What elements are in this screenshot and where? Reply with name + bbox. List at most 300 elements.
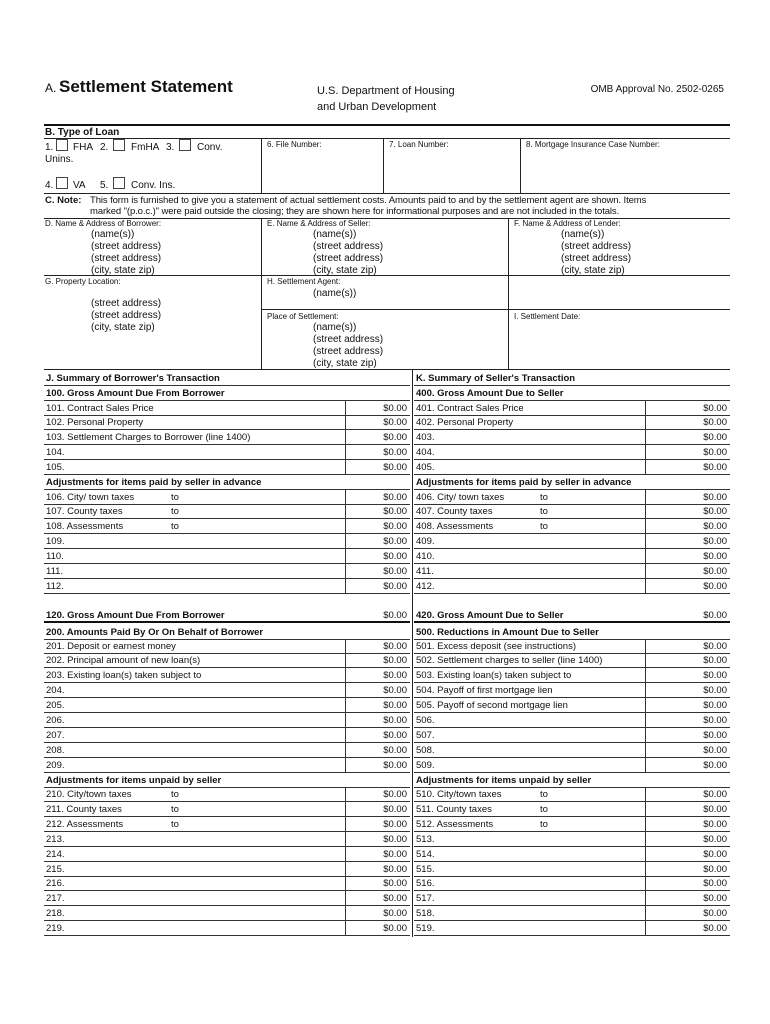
- loan-opt-1-num: 1.: [45, 142, 54, 153]
- seller-adv-row-divider: [645, 504, 646, 519]
- mic-number-field[interactable]: 8. Mortgage Insurance Case Number:: [526, 140, 660, 149]
- borrower-200-row-label: 204.: [46, 685, 65, 697]
- borrower-unpaid-row-amount[interactable]: $0.00: [383, 789, 407, 800]
- seller-500-row-label: 508.: [416, 744, 435, 756]
- borrower-unpaid-row-label: 212. Assessments: [46, 818, 124, 830]
- seller-name: (name(s)): [313, 229, 357, 240]
- borrower-200-row[interactable]: [44, 668, 410, 683]
- seller-adv-row[interactable]: [414, 519, 730, 534]
- borrower-200-row-divider: [345, 713, 346, 728]
- borrower-section-200: [44, 625, 410, 640]
- seller-unpaid-row-divider: [645, 802, 646, 817]
- seller-adj-unpaid: [414, 773, 730, 788]
- borrower-200-row[interactable]: [44, 713, 410, 728]
- borrower-200-row-divider: [345, 728, 346, 743]
- loan-opt-fmha: FmHA: [131, 142, 160, 153]
- seller-500-row-amount[interactable]: $0.00: [703, 744, 727, 756]
- seller-adv-row-label: 408. Assessments: [416, 521, 494, 533]
- seller-400-row-divider: [645, 460, 646, 475]
- borrower-unpaid-row[interactable]: [44, 802, 410, 817]
- borrower-adv-row-divider: [345, 490, 346, 505]
- seller-adv-row-amount[interactable]: $0.00: [703, 580, 727, 592]
- seller-unpaid-row-to: to: [540, 803, 548, 815]
- form-title: [45, 77, 233, 97]
- seller-adv-row[interactable]: [414, 534, 730, 549]
- borrower-unpaid-row-label: 214.: [46, 848, 65, 860]
- borrower-200-row[interactable]: [44, 639, 410, 654]
- seller-adv-row[interactable]: [414, 490, 730, 505]
- borrower-gross-total-rule: [44, 621, 410, 623]
- borrower-100-row-amount[interactable]: $0.00: [383, 417, 407, 429]
- borrower-unpaid-row-to: to: [171, 803, 179, 815]
- settlement-agent[interactable]: [313, 288, 356, 300]
- borrower-gross-total[interactable]: [44, 608, 410, 623]
- borrower-unpaid-row-label: 210. City/town taxes: [46, 789, 132, 800]
- seller-unpaid-row-amount[interactable]: $0.00: [703, 923, 727, 935]
- borrower-adj-unpaid: [44, 773, 410, 788]
- seller-unpaid-row-label: 512. Assessments: [416, 818, 494, 830]
- borrower-100-row-amount[interactable]: $0.00: [383, 432, 407, 444]
- borrower-200-row-amount[interactable]: $0.00: [383, 700, 407, 712]
- borrower-200-row[interactable]: [44, 653, 410, 668]
- seller-adv-row-rule: [414, 593, 730, 594]
- seller-unpaid-row-amount[interactable]: $0.00: [703, 803, 727, 815]
- seller-500-row-amount[interactable]: $0.00: [703, 700, 727, 712]
- seller-adv-row[interactable]: [414, 549, 730, 564]
- title-prefix: A.: [45, 81, 57, 95]
- borrower-200-row[interactable]: [44, 758, 410, 773]
- seller-city: (city, state zip): [313, 265, 377, 276]
- borrower-200-row[interactable]: [44, 698, 410, 713]
- borrower-100-row-divider: [345, 445, 346, 460]
- seller-unpaid-row-rule: [414, 935, 730, 936]
- seller-400-row[interactable]: [414, 401, 730, 416]
- borrower-adv-row[interactable]: [44, 564, 410, 579]
- seller-adv-row[interactable]: [414, 504, 730, 519]
- seller-unpaid-row[interactable]: [414, 876, 730, 891]
- borrower-unpaid-row[interactable]: [44, 817, 410, 832]
- borrower-adv-row-amount[interactable]: $0.00: [383, 551, 407, 563]
- seller-unpaid-row[interactable]: [414, 832, 730, 847]
- borrower-200-row-amount[interactable]: $0.00: [383, 640, 407, 652]
- seller-500-row-amount[interactable]: $0.00: [703, 655, 727, 667]
- seller-500-row-divider: [645, 713, 646, 728]
- borrower-200-row-label: 202. Principal amount of new loan(s): [46, 655, 201, 667]
- seller-unpaid-row[interactable]: [414, 847, 730, 862]
- seller-400-row-label: 402. Personal Property: [416, 417, 514, 429]
- seller-400-row-label: 403.: [416, 432, 435, 444]
- borrower-200-row-divider: [345, 758, 346, 773]
- seller-unpaid-row-divider: [645, 847, 646, 862]
- borrower-adv-row-amount[interactable]: $0.00: [383, 580, 407, 592]
- divider-parties-1: [261, 218, 262, 369]
- seller-unpaid-row[interactable]: [414, 802, 730, 817]
- seller-unpaid-row[interactable]: [414, 891, 730, 906]
- rule-before-note: [44, 193, 730, 194]
- borrower-adv-row-label: 108. Assessments: [46, 521, 124, 533]
- borrower-adv-row-amount[interactable]: $0.00: [383, 536, 407, 548]
- place-name: (name(s)): [313, 322, 357, 333]
- borrower-100-row[interactable]: [44, 430, 410, 445]
- file-number-field[interactable]: 6. File Number:: [267, 140, 322, 149]
- borrower-200-row-amount[interactable]: $0.00: [383, 655, 407, 667]
- seller-400-row[interactable]: [414, 415, 730, 430]
- seller-unpaid-row[interactable]: [414, 862, 730, 877]
- note-line-2: marked "(p.o.c.)" were paid outside the closing; they are shown here for informational purposes and are not included in the totals.: [90, 206, 620, 217]
- divider-file: [261, 138, 262, 193]
- seller-unpaid-row[interactable]: [414, 921, 730, 936]
- borrower-adv-row-divider: [345, 534, 346, 549]
- borrower-adv-row[interactable]: [44, 549, 410, 564]
- seller-500-row-label: 505. Payoff of second mortgage lien: [416, 700, 568, 712]
- borrower-100-row-label: 105.: [46, 462, 65, 474]
- borrower-200-row-amount[interactable]: $0.00: [383, 670, 407, 682]
- borrower-200-row-label: 207.: [46, 729, 65, 741]
- seller-400-row-amount[interactable]: $0.00: [703, 432, 727, 444]
- borrower-unpaid-row-amount[interactable]: $0.00: [383, 923, 407, 935]
- seller-400-row-amount[interactable]: $0.00: [703, 417, 727, 429]
- borrower-unpaid-row-label: 217.: [46, 893, 65, 905]
- borrower-adv-row[interactable]: [44, 534, 410, 549]
- borrower-200-row-amount[interactable]: $0.00: [383, 715, 407, 726]
- seller-400-row-amount[interactable]: $0.00: [703, 447, 727, 459]
- seller-adv-row-divider: [645, 534, 646, 549]
- checkbox-va[interactable]: [56, 177, 68, 189]
- borrower-unpaid-row-rule: [44, 935, 410, 936]
- borrower-100-row[interactable]: [44, 401, 410, 416]
- borrower-unpaid-row-divider: [345, 802, 346, 817]
- seller-unpaid-row[interactable]: [414, 906, 730, 921]
- property-street-2: (street address): [91, 310, 162, 321]
- borrower-section-200-text: 200. Amounts Paid By Or On Behalf of Borrower: [46, 626, 264, 638]
- seller-adv-row-amount[interactable]: $0.00: [703, 506, 727, 518]
- title-text: Settlement Statement: [58, 77, 233, 96]
- borrower-200-row-divider: [345, 653, 346, 668]
- seller-500-row-label: 509.: [416, 759, 435, 771]
- place-street-2: (street address): [313, 346, 384, 357]
- seller-adv-row-divider: [645, 564, 646, 579]
- borrower-adv-row-amount[interactable]: $0.00: [383, 566, 407, 577]
- borrower-unpaid-row[interactable]: [44, 921, 410, 936]
- borrower-100-row-label: 103. Settlement Charges to Borrower (line 1400): [46, 432, 251, 444]
- top-border: [44, 124, 730, 126]
- seller-400-row-divider: [645, 401, 646, 416]
- loan-opt-2-num: 2.: [100, 142, 109, 153]
- place-city: (city, state zip): [313, 358, 377, 369]
- seller-adv-row-label: 411.: [416, 566, 434, 577]
- seller-adv-row-label: 406. City/ town taxes: [416, 491, 505, 503]
- seller-unpaid-row-amount[interactable]: $0.00: [703, 789, 727, 800]
- seller-400-row-amount[interactable]: $0.00: [703, 462, 727, 474]
- borrower-adv-row[interactable]: [44, 504, 410, 519]
- borrower-adv-row-divider: [345, 549, 346, 564]
- checkbox-conv-unins[interactable]: [179, 139, 191, 151]
- seller-adv-row-label: 412.: [416, 580, 435, 592]
- borrower-unpaid-row-divider: [345, 817, 346, 832]
- lender-street-2: (street address): [561, 253, 632, 264]
- borrower-200-row-amount[interactable]: $0.00: [383, 759, 407, 771]
- seller-500-row[interactable]: [414, 758, 730, 773]
- seller-400-row-label: 405.: [416, 462, 435, 474]
- seller-500-row[interactable]: [414, 668, 730, 683]
- borrower-section-100: [44, 386, 410, 401]
- seller-500-row[interactable]: [414, 743, 730, 758]
- seller-unpaid-row-label: 515.: [416, 863, 435, 875]
- borrower-unpaid-row-amount[interactable]: $0.00: [383, 803, 407, 815]
- seller-500-row-amount[interactable]: $0.00: [703, 640, 727, 652]
- borrower-200-row[interactable]: [44, 728, 410, 743]
- checkbox-conv-ins[interactable]: [113, 177, 125, 189]
- seller-gross-total-label: 420. Gross Amount Due to Seller: [416, 609, 564, 621]
- borrower-adv-row-to: to: [171, 506, 179, 518]
- borrower-section-100-text: 100. Gross Amount Due From Borrower: [46, 388, 225, 399]
- borrower-unpaid-row-divider: [345, 921, 346, 936]
- seller-500-row[interactable]: [414, 653, 730, 668]
- seller-500-row-divider: [645, 728, 646, 743]
- seller-adv-row[interactable]: [414, 564, 730, 579]
- seller-unpaid-row-amount[interactable]: $0.00: [703, 893, 727, 905]
- seller-address[interactable]: [313, 229, 383, 277]
- seller-400-row[interactable]: [414, 445, 730, 460]
- borrower-gross-total-amount[interactable]: $0.00: [383, 609, 407, 621]
- borrower-city: (city, state zip): [91, 265, 155, 276]
- seller-gross-total-amount[interactable]: $0.00: [703, 609, 727, 621]
- borrower-unpaid-row-amount[interactable]: $0.00: [383, 878, 407, 890]
- seller-500-row-amount[interactable]: $0.00: [703, 729, 727, 741]
- borrower-name: (name(s)): [91, 229, 135, 240]
- borrower-unpaid-row[interactable]: [44, 891, 410, 906]
- property-street-1: (street address): [91, 298, 162, 309]
- seller-500-row-label: 504. Payoff of first mortgage lien: [416, 685, 553, 697]
- seller-500-row[interactable]: [414, 713, 730, 728]
- seller-500-row-label: 506.: [416, 715, 435, 726]
- seller-summary-title: [414, 371, 730, 386]
- borrower-200-row-label: 209.: [46, 759, 65, 771]
- note-line-1: This form is furnished to give you a statement of actual settlement costs. Amounts paid to and by the settlement agent are shown. Items: [90, 195, 647, 206]
- borrower-adv-row[interactable]: [44, 579, 410, 594]
- borrower-100-row-amount[interactable]: $0.00: [383, 447, 407, 459]
- borrower-adv-row-divider: [345, 579, 346, 594]
- seller-unpaid-row-amount[interactable]: $0.00: [703, 878, 727, 890]
- seller-500-row-divider: [645, 743, 646, 758]
- seller-street-1: (street address): [313, 241, 384, 252]
- seller-unpaid-row-label: 514.: [416, 848, 435, 860]
- borrower-adv-row-amount[interactable]: $0.00: [383, 491, 407, 503]
- lender-address-label: F. Name & Address of Lender:: [514, 219, 621, 228]
- borrower-street-2: (street address): [91, 253, 162, 264]
- borrower-adv-row-label: 107. County taxes: [46, 506, 123, 518]
- lender-address[interactable]: [561, 229, 631, 277]
- loan-opt-4-num: 4.: [45, 180, 54, 191]
- borrower-100-row-divider: [345, 401, 346, 416]
- borrower-200-row-label: 205.: [46, 700, 65, 712]
- borrower-adv-row-amount[interactable]: $0.00: [383, 521, 407, 533]
- borrower-unpaid-row-divider: [345, 891, 346, 906]
- borrower-adj-advance-text: Adjustments for items paid by seller in advance: [46, 477, 262, 488]
- seller-unpaid-row[interactable]: [414, 817, 730, 832]
- borrower-unpaid-row-divider: [345, 787, 346, 802]
- seller-section-500: [414, 625, 730, 640]
- seller-adv-row-amount[interactable]: $0.00: [703, 566, 727, 577]
- borrower-unpaid-row[interactable]: [44, 876, 410, 891]
- borrower-adv-row[interactable]: [44, 519, 410, 534]
- rule-numbers-top: [261, 138, 730, 139]
- seller-unpaid-row-label: 518.: [416, 908, 435, 920]
- borrower-adv-row-label: 106. City/ town taxes: [46, 491, 135, 503]
- borrower-unpaid-row-amount[interactable]: $0.00: [383, 908, 407, 920]
- borrower-100-row[interactable]: [44, 445, 410, 460]
- divider-mic: [520, 138, 521, 193]
- seller-400-row-label: 401. Contract Sales Price: [416, 402, 524, 414]
- seller-400-row-divider: [645, 415, 646, 430]
- seller-500-row-divider: [645, 639, 646, 654]
- lender-city: (city, state zip): [561, 265, 625, 276]
- borrower-200-row-divider: [345, 698, 346, 713]
- borrower-200-row-divider: [345, 668, 346, 683]
- seller-500-row-label: 501. Excess deposit (see instructions): [416, 640, 576, 652]
- loan-opt-conv-ins: Conv. Ins.: [131, 180, 176, 191]
- borrower-unpaid-row-amount[interactable]: $0.00: [383, 863, 407, 875]
- seller-unpaid-row-label: 511. County taxes: [416, 803, 492, 815]
- seller-adv-row-to: to: [540, 521, 548, 533]
- checkbox-fmha[interactable]: [113, 139, 125, 151]
- borrower-unpaid-row[interactable]: [44, 906, 410, 921]
- loan-opt-unins: Unins.: [45, 154, 74, 165]
- seller-adj-unpaid-text: Adjustments for items unpaid by seller: [416, 774, 592, 786]
- place-address[interactable]: [313, 322, 383, 370]
- borrower-200-row-divider: [345, 639, 346, 654]
- seller-gross-total[interactable]: [414, 608, 730, 623]
- borrower-unpaid-row-label: 218.: [46, 908, 65, 920]
- loan-opt-fha: FHA: [73, 142, 93, 153]
- borrower-100-row-amount[interactable]: $0.00: [383, 462, 407, 474]
- seller-500-row-amount[interactable]: $0.00: [703, 670, 727, 682]
- lender-street-1: (street address): [561, 241, 632, 252]
- borrower-summary-title: [44, 371, 410, 386]
- borrower-address[interactable]: [91, 229, 161, 277]
- seller-400-row[interactable]: [414, 430, 730, 445]
- borrower-unpaid-row[interactable]: [44, 862, 410, 877]
- borrower-unpaid-row-divider: [345, 876, 346, 891]
- borrower-unpaid-row-to: to: [171, 789, 179, 800]
- borrower-200-row-label: 208.: [46, 744, 65, 756]
- seller-500-row-amount[interactable]: $0.00: [703, 685, 727, 697]
- borrower-adv-row-divider: [345, 564, 346, 579]
- loan-opt-va: VA: [73, 180, 86, 191]
- seller-unpaid-row-amount[interactable]: $0.00: [703, 833, 727, 845]
- borrower-unpaid-row[interactable]: [44, 787, 410, 802]
- seller-unpaid-row-amount[interactable]: $0.00: [703, 818, 727, 830]
- borrower-200-row-label: 203. Existing loan(s) taken subject to: [46, 670, 202, 682]
- seller-unpaid-row-label: 517.: [416, 893, 435, 905]
- omb-approval: OMB Approval No. 2502-0265: [590, 84, 724, 95]
- borrower-200-row-divider: [345, 743, 346, 758]
- borrower-200-row-amount[interactable]: $0.00: [383, 744, 407, 756]
- seller-adv-row-to: to: [540, 491, 548, 503]
- seller-500-row[interactable]: [414, 683, 730, 698]
- seller-section-500-text: 500. Reductions in Amount Due to Seller: [416, 626, 599, 638]
- borrower-200-row[interactable]: [44, 743, 410, 758]
- borrower-200-row[interactable]: [44, 683, 410, 698]
- seller-unpaid-row[interactable]: [414, 787, 730, 802]
- seller-500-row[interactable]: [414, 698, 730, 713]
- borrower-100-row-label: 102. Personal Property: [46, 417, 144, 429]
- seller-500-row-divider: [645, 668, 646, 683]
- seller-adv-row-amount[interactable]: $0.00: [703, 491, 727, 503]
- borrower-adv-row-amount[interactable]: $0.00: [383, 506, 407, 518]
- borrower-unpaid-row-divider: [345, 906, 346, 921]
- seller-500-row-amount[interactable]: $0.00: [703, 759, 727, 771]
- borrower-200-row-divider: [345, 683, 346, 698]
- seller-400-row[interactable]: [414, 460, 730, 475]
- seller-unpaid-row-amount[interactable]: $0.00: [703, 908, 727, 920]
- borrower-unpaid-row-amount[interactable]: $0.00: [383, 848, 407, 860]
- borrower-unpaid-row-amount[interactable]: $0.00: [383, 833, 407, 845]
- borrower-unpaid-row[interactable]: [44, 847, 410, 862]
- loan-number-field[interactable]: 7. Loan Number:: [389, 140, 449, 149]
- borrower-adv-row-label: 109.: [46, 536, 65, 548]
- seller-unpaid-row-label: 516.: [416, 878, 435, 890]
- borrower-unpaid-row-amount[interactable]: $0.00: [383, 893, 407, 905]
- department-name: [317, 83, 455, 115]
- property-address[interactable]: [91, 298, 161, 334]
- dept-line-2: and Urban Development: [317, 101, 437, 113]
- seller-adv-row[interactable]: [414, 579, 730, 594]
- seller-adv-row-amount[interactable]: $0.00: [703, 551, 727, 563]
- borrower-200-row-amount[interactable]: $0.00: [383, 685, 407, 697]
- borrower-100-row-divider: [345, 430, 346, 445]
- checkbox-fha[interactable]: [56, 139, 68, 151]
- borrower-200-row-amount[interactable]: $0.00: [383, 729, 407, 741]
- seller-500-row-divider: [645, 758, 646, 773]
- seller-unpaid-row-divider: [645, 876, 646, 891]
- borrower-unpaid-row-label: 216.: [46, 878, 65, 890]
- note-label: C. Note:: [45, 195, 82, 206]
- seller-adv-row-divider: [645, 549, 646, 564]
- borrower-unpaid-row-amount[interactable]: $0.00: [383, 818, 407, 830]
- seller-summary-title-text: K. Summary of Seller's Transaction: [416, 373, 576, 384]
- borrower-unpaid-row[interactable]: [44, 832, 410, 847]
- place-of-settlement-label: Place of Settlement:: [267, 312, 339, 321]
- seller-unpaid-row-amount[interactable]: $0.00: [703, 863, 727, 875]
- seller-adv-row-divider: [645, 519, 646, 534]
- borrower-unpaid-row-label: 211. County taxes: [46, 803, 122, 815]
- seller-500-row[interactable]: [414, 728, 730, 743]
- borrower-adv-row[interactable]: [44, 490, 410, 505]
- borrower-100-row[interactable]: [44, 460, 410, 475]
- rule-property: [44, 275, 730, 276]
- seller-gross-total-rule: [414, 621, 730, 623]
- settlement-date-label[interactable]: I. Settlement Date:: [514, 312, 581, 321]
- seller-adv-row-amount[interactable]: $0.00: [703, 521, 727, 533]
- borrower-adv-row-rule: [44, 593, 410, 594]
- borrower-unpaid-row-to: to: [171, 818, 179, 830]
- seller-500-row[interactable]: [414, 639, 730, 654]
- borrower-100-row[interactable]: [44, 415, 410, 430]
- seller-unpaid-row-amount[interactable]: $0.00: [703, 848, 727, 860]
- borrower-gross-total-label: 120. Gross Amount Due From Borrower: [46, 609, 225, 621]
- borrower-100-row-amount[interactable]: $0.00: [383, 402, 407, 414]
- borrower-adv-row-label: 112.: [46, 580, 64, 592]
- seller-500-row-amount[interactable]: $0.00: [703, 715, 727, 726]
- borrower-adv-row-divider: [345, 519, 346, 534]
- seller-500-row-divider: [645, 698, 646, 713]
- seller-adv-row-amount[interactable]: $0.00: [703, 536, 727, 548]
- borrower-unpaid-row-label: 213.: [46, 833, 65, 845]
- property-location-label: G. Property Location:: [45, 277, 121, 286]
- seller-400-row-amount[interactable]: $0.00: [703, 402, 727, 414]
- agent-name: (name(s)): [313, 288, 357, 299]
